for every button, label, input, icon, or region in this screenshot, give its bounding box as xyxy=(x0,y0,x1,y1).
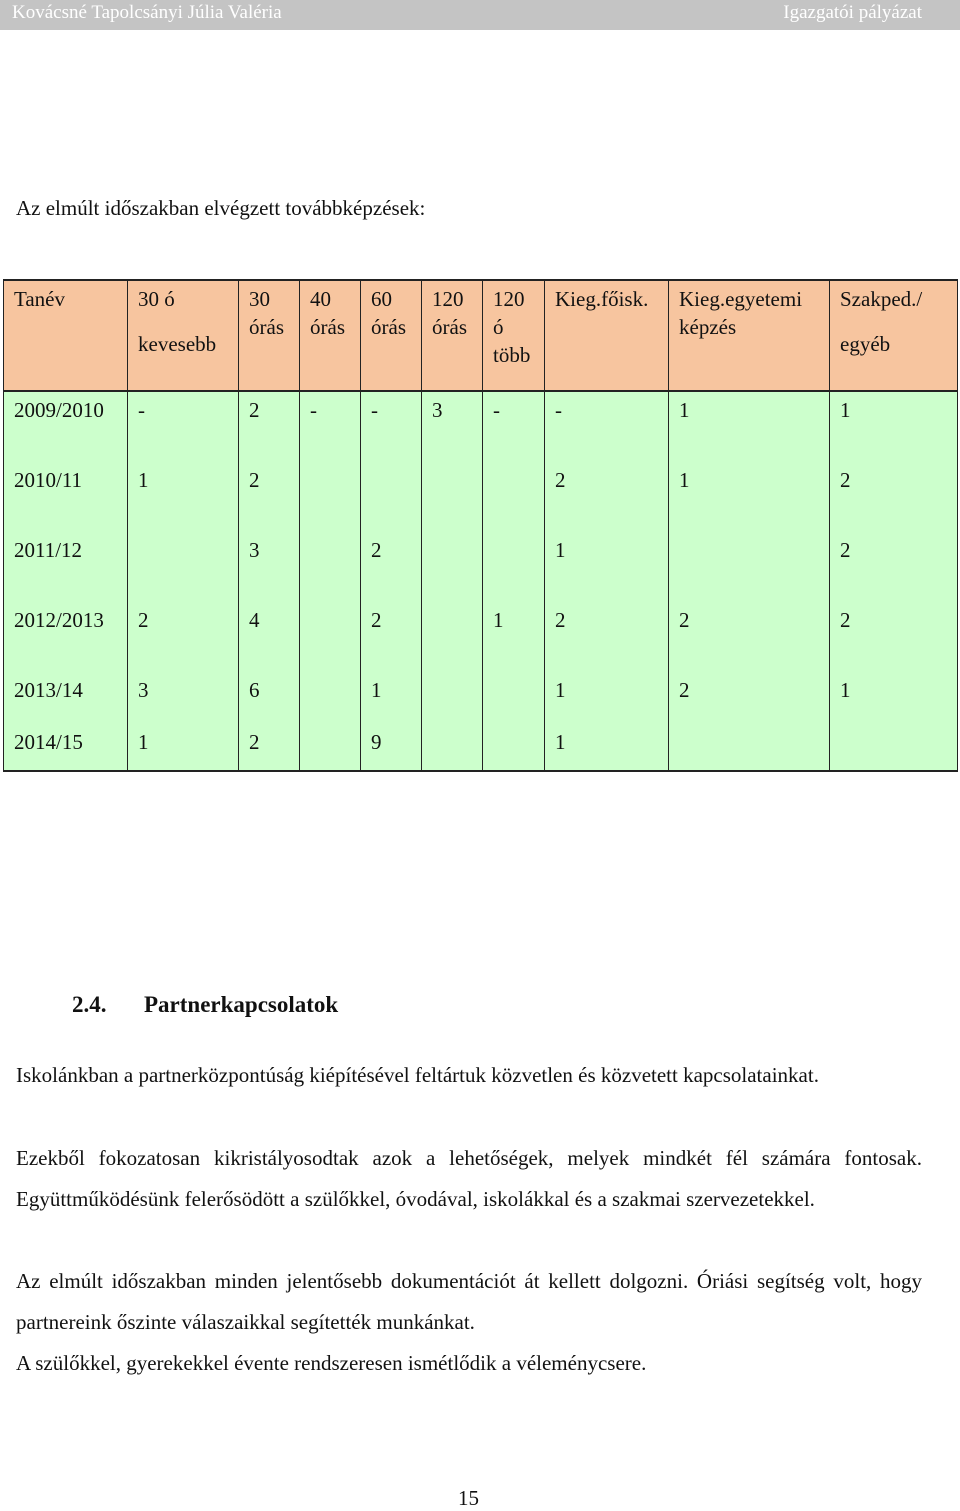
column-header xyxy=(422,280,483,391)
table-cell: 6 xyxy=(239,672,300,724)
paragraph: Ezekből fokozatosan kikristályosodtak azok a lehetőségek, melyek mindkét fél számára fontosak. Együttműködésünk felerősödött a szülőkkel, óvodával, iskolákkal és a szakmai szervezetekkel. xyxy=(16,1146,922,1211)
column-header-line: Kieg.egyetemi xyxy=(679,287,803,311)
table-cell xyxy=(422,532,483,602)
column-header-line: Szakped./ xyxy=(840,287,923,311)
table-cell: 2 xyxy=(239,724,300,771)
page-header xyxy=(0,0,960,30)
table-cell: - xyxy=(483,391,545,462)
table-cell xyxy=(300,602,361,672)
table-header-row xyxy=(4,280,958,391)
table-row xyxy=(4,724,958,771)
column-header-line: egyéb xyxy=(840,332,891,356)
section-number: 2.4. xyxy=(72,992,107,1017)
section-heading xyxy=(72,992,338,1018)
table-cell xyxy=(422,602,483,672)
column-header-line: 40 xyxy=(310,287,331,311)
training-table xyxy=(3,279,958,772)
table-cell xyxy=(830,724,958,771)
table-cell xyxy=(483,724,545,771)
table-cell: 1 xyxy=(545,724,669,771)
table-cell xyxy=(422,462,483,532)
table-cell: 2 xyxy=(128,602,239,672)
year-cell: 2009/2010 xyxy=(4,391,128,462)
table-row xyxy=(4,532,958,602)
column-header-line: órás xyxy=(310,315,345,339)
table-cell: 1 xyxy=(545,532,669,602)
table-cell: 1 xyxy=(483,602,545,672)
table-cell xyxy=(361,462,422,532)
column-header-line: 30 xyxy=(249,287,270,311)
table-cell: 3 xyxy=(239,532,300,602)
page-number: 15 xyxy=(458,1486,479,1510)
column-header-line: 30 ó xyxy=(138,287,175,311)
table-cell xyxy=(669,724,830,771)
column-header xyxy=(4,280,128,391)
year-cell: 2013/14 xyxy=(4,672,128,724)
table-cell xyxy=(669,532,830,602)
table-row xyxy=(4,672,958,724)
column-header xyxy=(361,280,422,391)
table-cell xyxy=(300,462,361,532)
column-header-line: több xyxy=(493,343,531,367)
table-cell: 2 xyxy=(830,602,958,672)
table-cell: 2 xyxy=(830,462,958,532)
paragraph: Az elmúlt időszakban minden jelentősebb dokumentációt át kellett dolgozni. Óriási segítség volt, hogy partnereink őszinte válaszaikkal segítették munkánkat. xyxy=(16,1269,922,1334)
column-header xyxy=(300,280,361,391)
table-cell: - xyxy=(128,391,239,462)
column-header-line: Tanév xyxy=(14,287,66,311)
table-cell: - xyxy=(361,391,422,462)
paragraph: A szülőkkel, gyerekekkel évente rendszeresen ismétlődik a véleménycsere. xyxy=(16,1351,647,1375)
column-header-line: 120 xyxy=(432,287,464,311)
column-header xyxy=(239,280,300,391)
table-cell: 2 xyxy=(830,532,958,602)
column-header xyxy=(669,280,830,391)
table-cell: 2 xyxy=(239,462,300,532)
table-cell xyxy=(483,672,545,724)
header-doc-title: Igazgatói pályázat xyxy=(783,2,922,23)
table-cell: 1 xyxy=(128,462,239,532)
year-cell: 2012/2013 xyxy=(4,602,128,672)
table-cell: 2 xyxy=(669,672,830,724)
table-cell: 2 xyxy=(361,602,422,672)
year-cell: 2010/11 xyxy=(4,462,128,532)
column-header-line: ó xyxy=(493,315,504,339)
table-cell xyxy=(483,532,545,602)
table-cell: - xyxy=(300,391,361,462)
table-cell: 1 xyxy=(669,391,830,462)
column-header xyxy=(483,280,545,391)
column-header-line: 120 xyxy=(493,287,525,311)
header-author: Kovácsné Tapolcsányi Júlia Valéria xyxy=(12,2,282,23)
table-cell xyxy=(300,672,361,724)
table-cell: 1 xyxy=(669,462,830,532)
table-cell xyxy=(300,724,361,771)
table-cell xyxy=(483,462,545,532)
table-cell: 2 xyxy=(545,602,669,672)
table-cell: 4 xyxy=(239,602,300,672)
table-row xyxy=(4,391,958,462)
table-row xyxy=(4,462,958,532)
column-header-line: képzés xyxy=(679,315,737,339)
table-cell xyxy=(422,672,483,724)
table-cell: 2 xyxy=(361,532,422,602)
year-cell: 2014/15 xyxy=(4,724,128,771)
section-title: Partnerkapcsolatok xyxy=(144,992,339,1017)
year-cell: 2011/12 xyxy=(4,532,128,602)
column-header-line: kevesebb xyxy=(138,332,217,356)
column-header-line: órás xyxy=(432,315,467,339)
table-cell: 2 xyxy=(239,391,300,462)
table-cell: 9 xyxy=(361,724,422,771)
table-cell: 1 xyxy=(361,672,422,724)
table-row xyxy=(4,602,958,672)
column-header xyxy=(830,280,958,391)
table-cell: 1 xyxy=(830,391,958,462)
table-cell xyxy=(128,532,239,602)
column-header-line: Kieg.főisk. xyxy=(555,287,649,311)
table-cell xyxy=(422,724,483,771)
table-cell: 1 xyxy=(830,672,958,724)
table-cell: 1 xyxy=(128,724,239,771)
column-header-line: órás xyxy=(249,315,284,339)
column-header xyxy=(545,280,669,391)
table-cell: 1 xyxy=(545,672,669,724)
table-cell xyxy=(300,532,361,602)
column-header-line: 60 xyxy=(371,287,392,311)
paragraph: Iskolánkban a partnerközpontúság kiépítésével feltártuk közvetlen és közvetett kapcsolatainkat. xyxy=(16,1063,819,1087)
column-header xyxy=(128,280,239,391)
table-intro: Az elmúlt időszakban elvégzett továbbképzések: xyxy=(16,196,426,220)
table-cell: 3 xyxy=(422,391,483,462)
column-header-line: órás xyxy=(371,315,406,339)
table-cell: - xyxy=(545,391,669,462)
table-cell: 2 xyxy=(545,462,669,532)
table-cell: 2 xyxy=(669,602,830,672)
table-cell: 3 xyxy=(128,672,239,724)
